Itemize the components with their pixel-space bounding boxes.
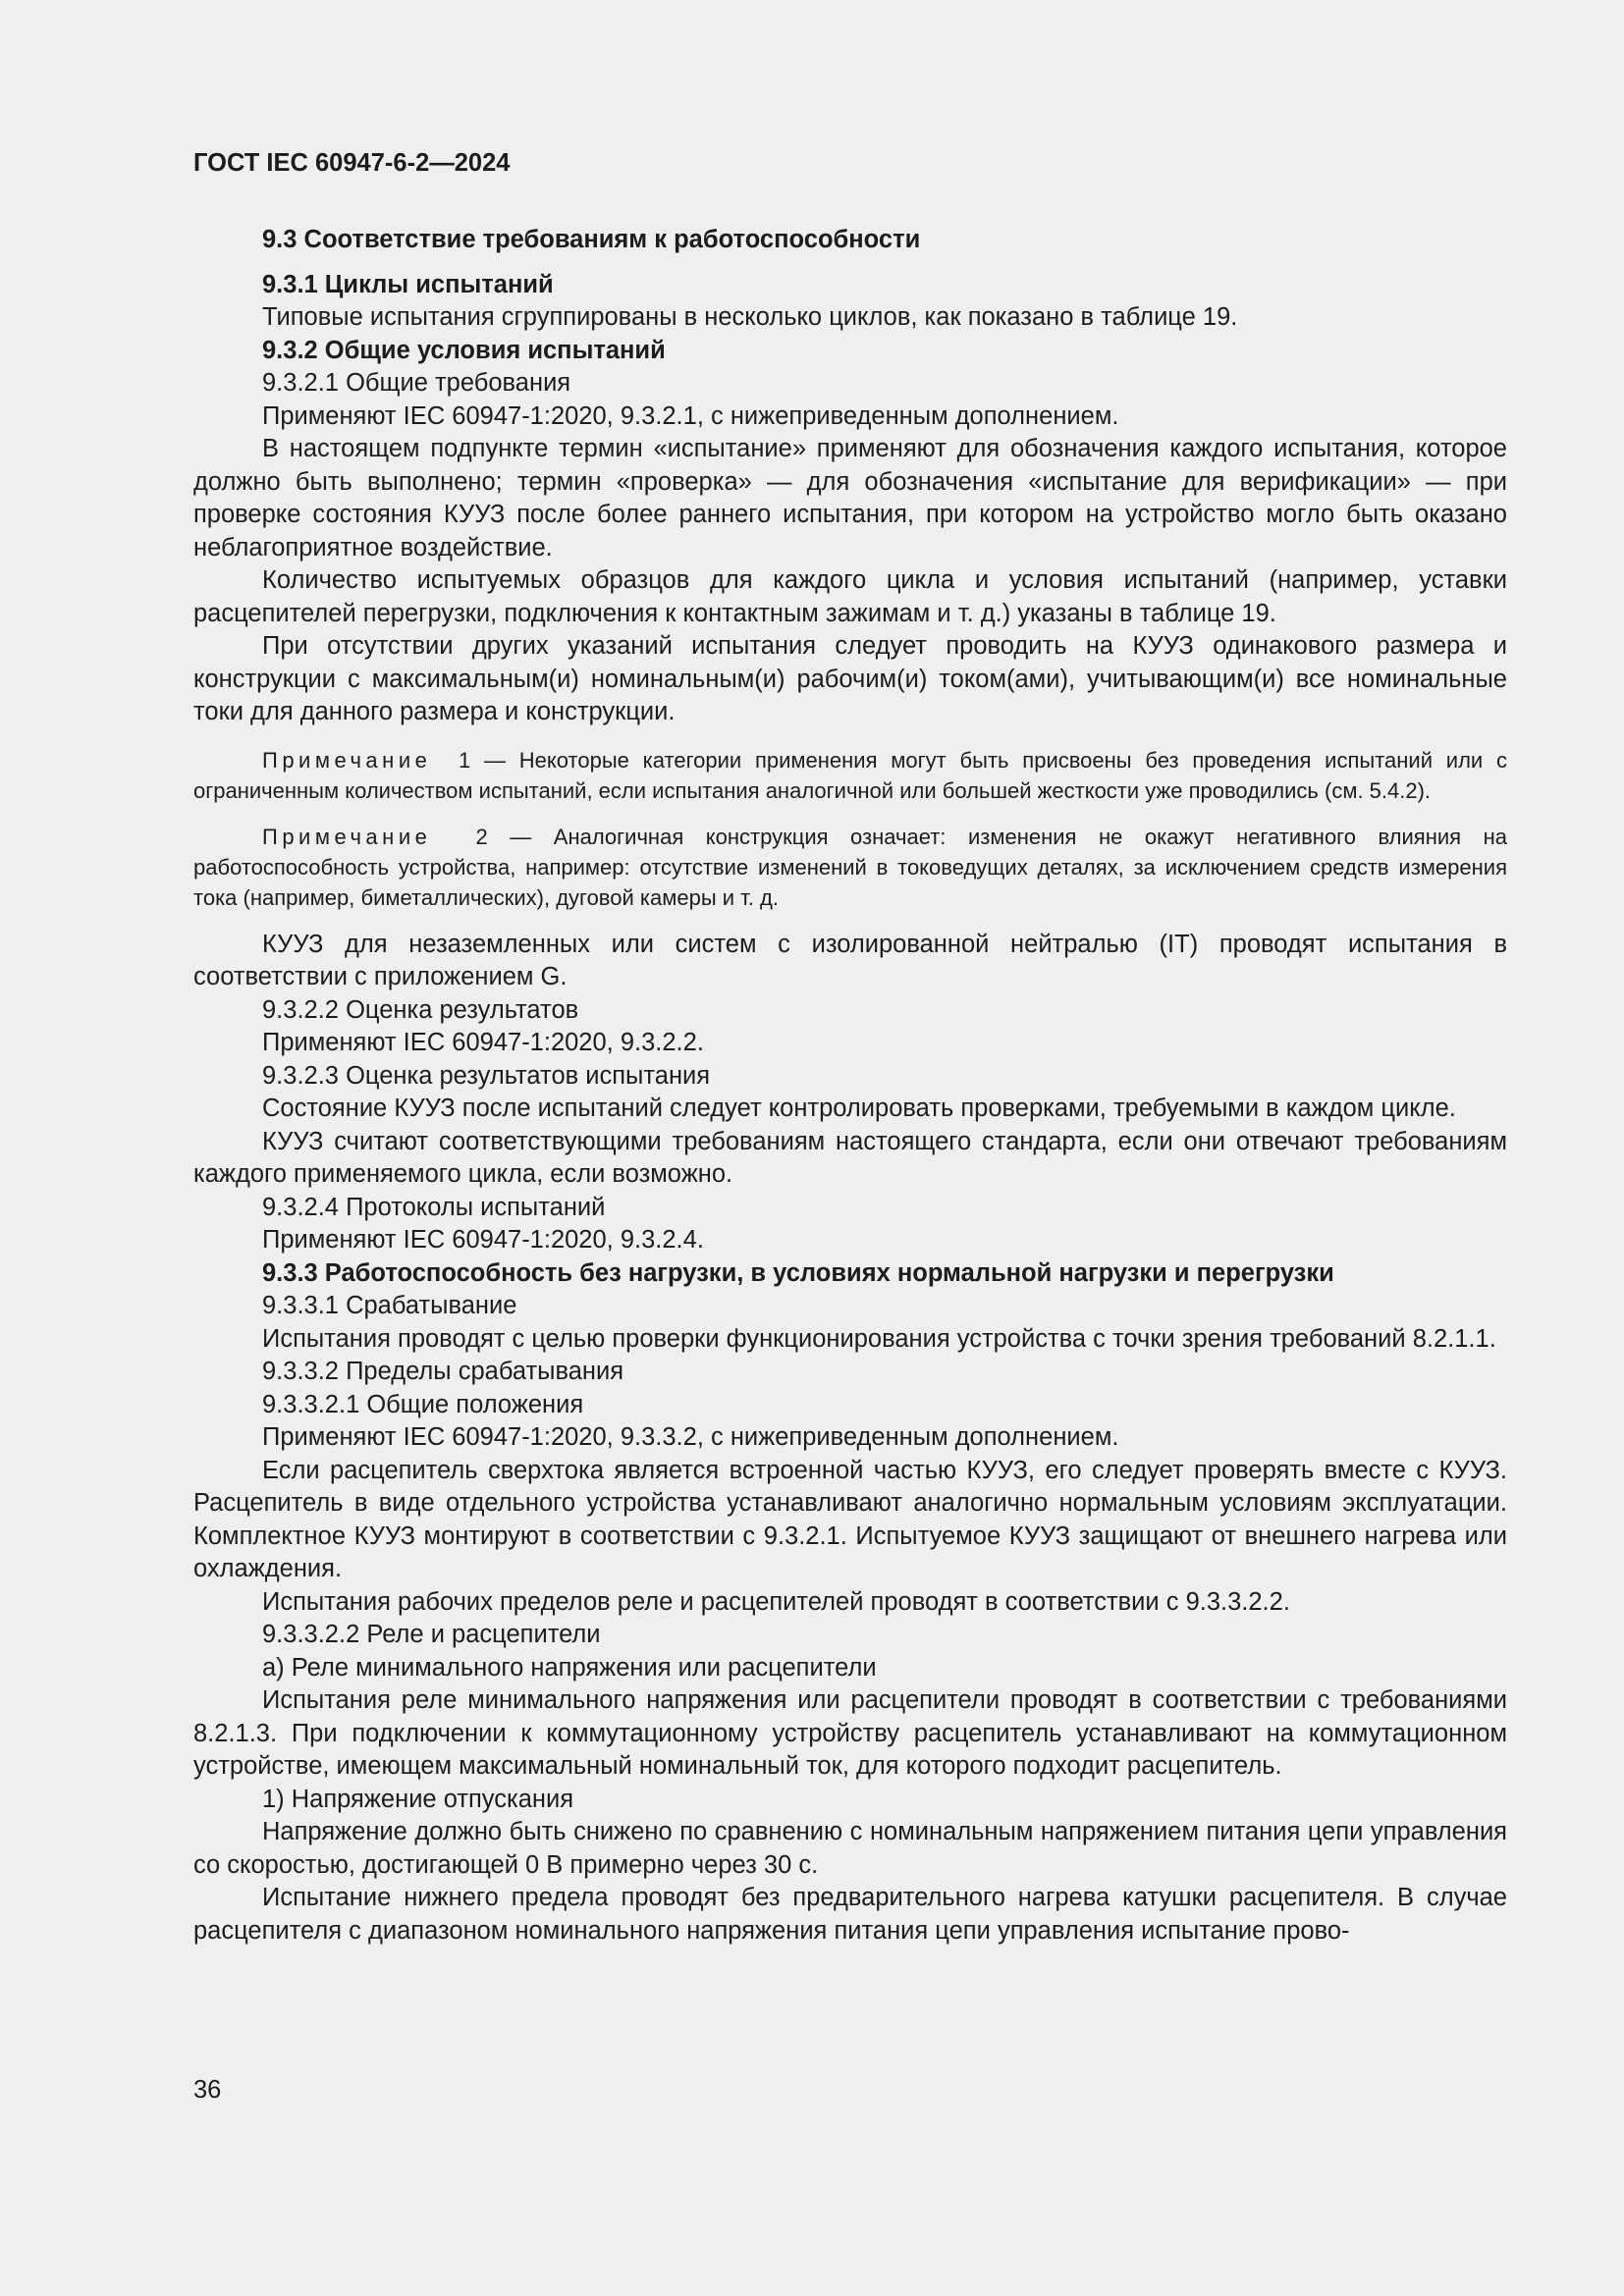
paragraph: Испытания реле минимального напряжения или расцепители проводят в соответствии с требованиями 8.2.1.3. При подключении к коммутационному устройству расцепитель устанавливают на коммутационном устройстве, имеющем максимальный номинальный ток, для которого подходит расцепитель.	[193, 1686, 1507, 1780]
paragraph: Если расцепитель сверхтока является встроенной частью КУУЗ, его следует проверять вместе с КУУЗ. Расцепитель в виде отдельного устройства устанавливают аналогично нормальным условиям эксплуатации. Комплектное КУУЗ монтируют в соответствии с 9.3.2.1. Испытуемое КУУЗ защищают от внешнего нагрева или охлаждения.	[193, 1456, 1507, 1582]
paragraph: КУУЗ для незаземленных или систем с изолированной нейтралью (IT) проводят испытания в соответствии с приложением G.	[193, 930, 1507, 990]
paragraph: Состояние КУУЗ после испытаний следует контролировать проверками, требуемыми в каждом цикле.	[262, 1095, 1456, 1122]
paragraph: Применяют IEC 60947-1:2020, 9.3.2.4.	[262, 1226, 704, 1254]
paragraph: Испытание нижнего предела проводят без предварительного нагрева катушки расцепителя. В случае расцепителя с диапазоном номинального напряжения питания цепи управления испытание прово-	[193, 1884, 1507, 1945]
paragraph: В настоящем подпункте термин «испытание» применяют для обозначения каждого испытания, которое должно быть выполнено; термин «проверка» — для обозначения «испытание для верификации» — при проверке состояния КУУЗ после более раннего испытания, при котором на устройство могло быть оказано неблагоприятное воздействие.	[193, 435, 1507, 561]
document-body	[193, 224, 1507, 1948]
section-heading: 9.3 Соответствие требованиям к работоспособности	[262, 226, 921, 253]
clause-heading: 9.3.3.1 Срабатывание	[262, 1292, 517, 1319]
note-number: 2	[475, 824, 488, 849]
document-header: ГОСТ IEC 60947-6-2—2024	[193, 149, 511, 177]
page-number: 36	[193, 2076, 222, 2104]
clause-heading: 9.3.3.2.2 Реле и расцепители	[262, 1621, 601, 1648]
note-1	[193, 745, 1507, 806]
clause-heading: 9.3.2.2 Оценка результатов	[262, 995, 579, 1024]
note-label: Примечание	[262, 824, 432, 849]
clause-heading: 9.3.3.2.1 Общие положения	[262, 1390, 584, 1418]
paragraph: Количество испытуемых образцов для каждого цикла и условия испытаний (например, уставки расцепителей перегрузки, подключения к контактным зажимам и т. д.) указаны в таблице 19.	[193, 566, 1507, 627]
note-number: 1	[458, 747, 471, 773]
paragraph: Применяют IEC 60947-1:2020, 9.3.3.2, с нижеприведенным дополнением.	[262, 1423, 1119, 1451]
note-text: — Некоторые категории применения могут быть присвоены без проведения испытаний или с ограниченным количеством испытаний, если испытания аналогичной или большей жесткости уже проводились (см. 5.4.2).	[193, 747, 1507, 803]
note-text: — Аналогичная конструкция означает: изменения не окажут негативного влияния на работоспособность устройства, например: отсутствие изменений в токоведущих деталях, за исключением средств измерения тока (например, биметаллических), дуговой камеры и т. д.	[193, 824, 1507, 910]
subsection-heading: 9.3.1 Циклы испытаний	[262, 270, 554, 298]
paragraph: Испытания рабочих пределов реле и расцепителей проводят в соответствии с 9.3.3.2.2.	[262, 1587, 1290, 1616]
paragraph: Применяют IEC 60947-1:2020, 9.3.2.2.	[262, 1029, 704, 1056]
paragraph: Напряжение должно быть снижено по сравнению с номинальным напряжением питания цепи управления со скоростью, достигающей 0 В примерно через 30 с.	[193, 1818, 1507, 1879]
clause-heading: 9.3.3.2 Пределы срабатывания	[262, 1358, 624, 1385]
note-label: Примечание	[262, 747, 432, 773]
paragraph: Типовые испытания сгруппированы в несколько циклов, как показано в таблице 19.	[262, 303, 1238, 331]
paragraph: При отсутствии других указаний испытания следует проводить на КУУЗ одинакового размера и конструкции с максимальным(и) номинальным(и) рабочим(и) током(ами), учитывающим(и) все номинальные токи для данного размера и конструкции.	[193, 632, 1507, 725]
note-2	[193, 822, 1507, 913]
clause-heading: 9.3.2.1 Общие требования	[262, 369, 571, 397]
paragraph: КУУЗ считают соответствующими требованиям настоящего стандарта, если они отвечают требованиям каждого применяемого цикла, если возможно.	[193, 1127, 1507, 1188]
clause-heading: 9.3.2.4 Протоколы испытаний	[262, 1193, 606, 1221]
paragraph: Испытания проводят с целью проверки функционирования устройства с точки зрения требований 8.2.1.1.	[262, 1324, 1496, 1353]
subsection-heading: 9.3.3 Работоспособность без нагрузки, в условиях нормальной нагрузки и перегрузки	[262, 1258, 1334, 1287]
list-item: 1) Напряжение отпускания	[262, 1785, 574, 1813]
paragraph: Применяют IEC 60947-1:2020, 9.3.2.1, с нижеприведенным дополнением.	[262, 401, 1119, 430]
subsection-heading: 9.3.2 Общие условия испытаний	[262, 336, 666, 364]
clause-heading: 9.3.2.3 Оценка результатов испытания	[262, 1061, 711, 1090]
list-item: a) Реле минимального напряжения или расцепители	[262, 1653, 877, 1682]
